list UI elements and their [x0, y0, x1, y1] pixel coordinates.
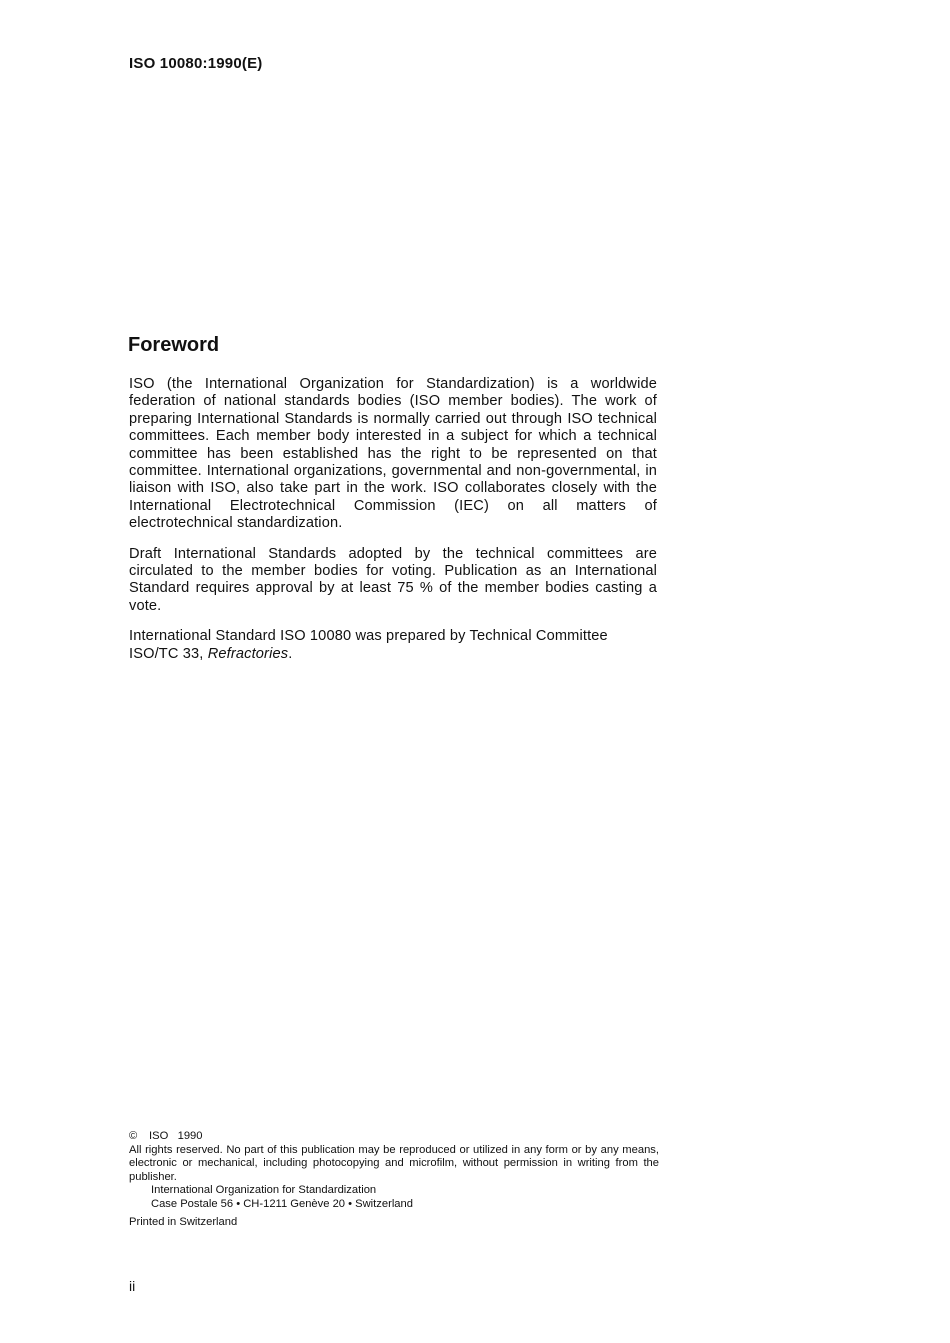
copyright-year: ISO 1990 [149, 1130, 203, 1142]
foreword-title: Foreword [128, 334, 220, 356]
committee-name: Refractories [207, 645, 289, 662]
printed-in-notice: Printed in Switzerland [129, 1215, 238, 1228]
foreword-paragraph-2: Draft International Standards adopted by the technical committees are circulated to the member bodies for voting. Publication as an International Standard requires approval by at least 75 % of the member bodies casting a vote. [129, 545, 657, 614]
copyright-icon: © [129, 1130, 138, 1142]
rights-reserved-notice: All rights reserved. No part of this publication may be reproduced or utilized in any form or by any means, electronic or mechanical, including photocopying and microfilm, without permission in writing from the publisher. [129, 1143, 659, 1183]
page-number: ii [129, 1278, 136, 1294]
copyright-block [129, 1130, 659, 1229]
prepared-by-text: International Standard ISO 10080 was prepared by Technical Committee ISO/TC 33, [129, 628, 608, 662]
prepared-by-suffix: . [288, 645, 293, 662]
copyright-line [129, 1130, 659, 1144]
publisher-organization: International Organization for Standardization [151, 1184, 377, 1197]
foreword-body [129, 376, 657, 676]
publisher-address: Case Postale 56 • CH-1211 Genève 20 • Switzerland [151, 1197, 413, 1210]
foreword-paragraph-3 [129, 628, 657, 663]
foreword-paragraph-1: ISO (the International Organization for Standardization) is a worldwide federation of national standards bodies (ISO member bodies). The work of preparing International Standards is normally carried out through ISO technical committees. Each member body interested in a subject for which a technical committee has been established has the right to be represented on that committee. International organizations, governmental and non-governmental, in liaison with ISO, also take part in the work. ISO collaborates closely with the International Electrotechnical Commission (IEC) on all matters of electrotechnical standardization. [129, 376, 657, 532]
standard-designation-header: ISO 10080:1990(E) [129, 55, 263, 72]
